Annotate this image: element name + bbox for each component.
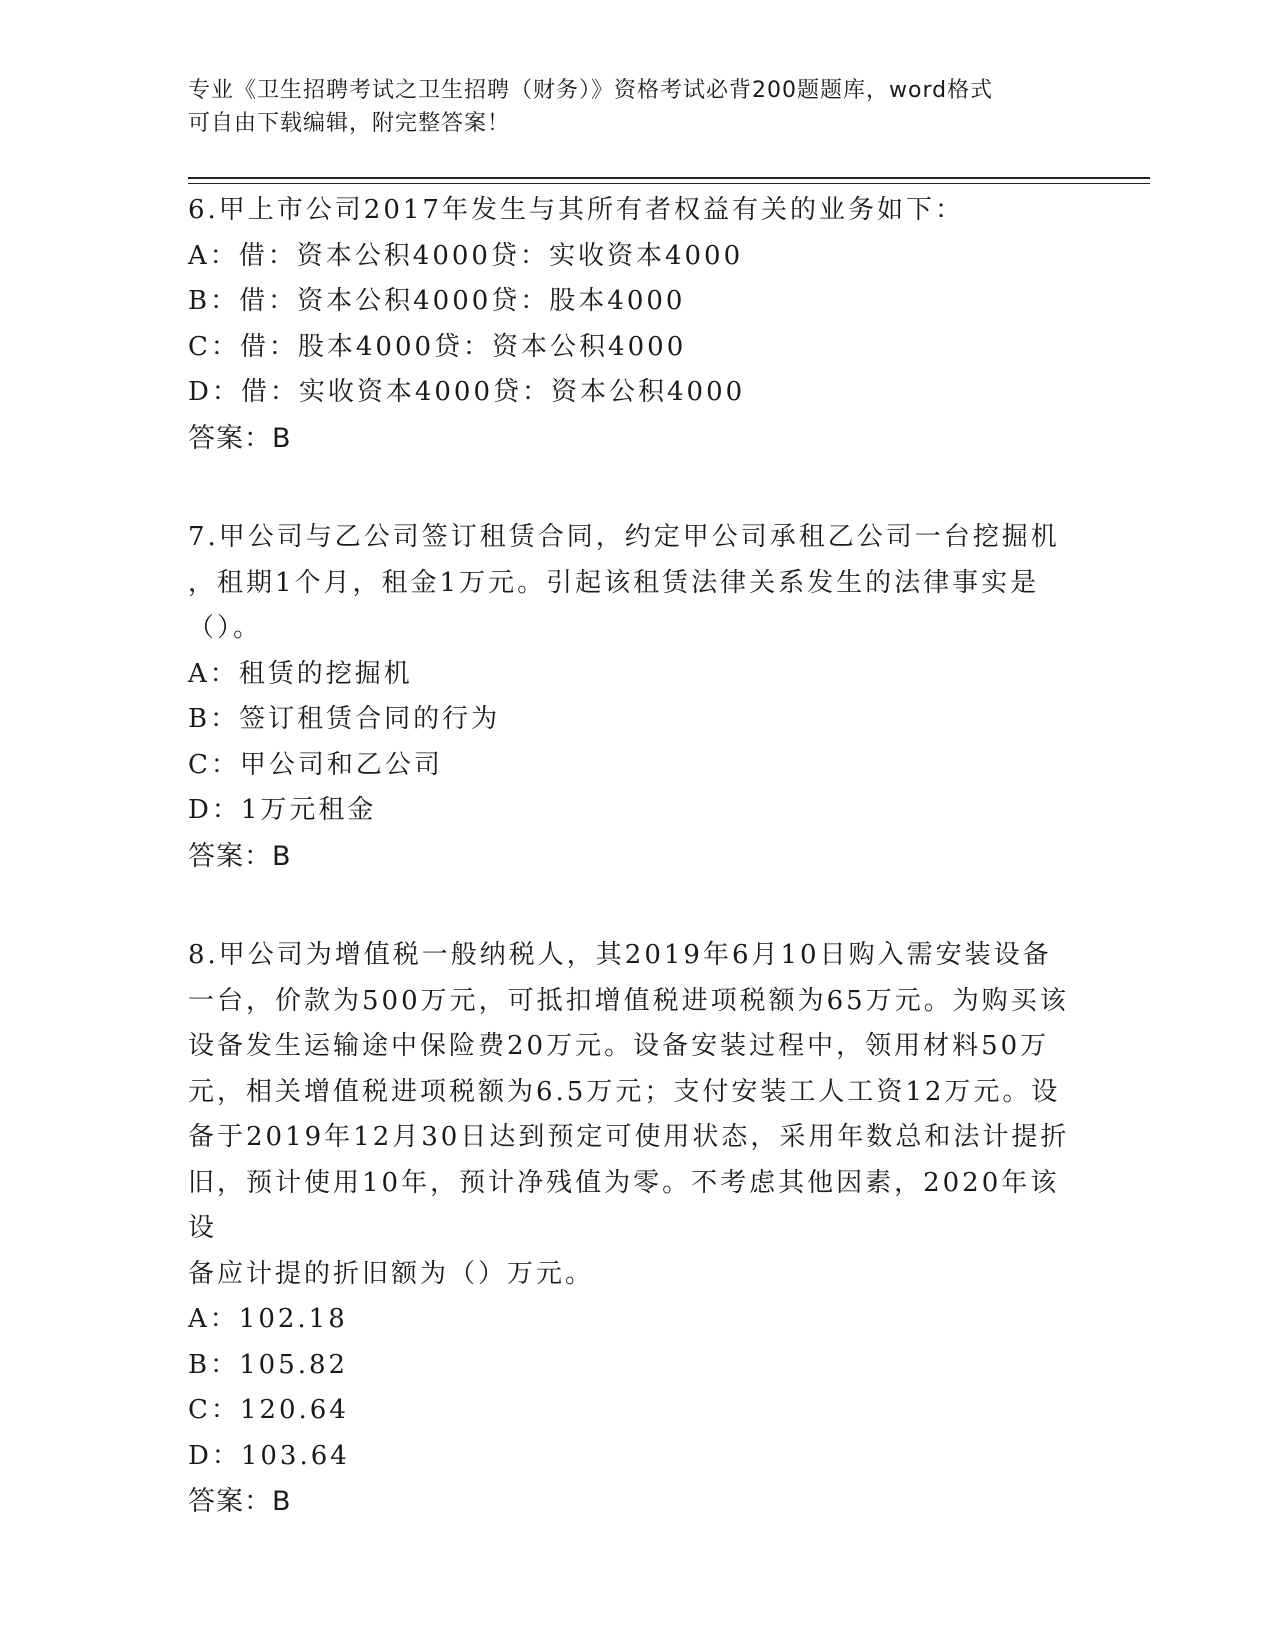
question-8-stem-line-1: 8.甲公司为增值税一般纳税人，其2019年6月10日购入需安装设备 xyxy=(188,940,1052,970)
question-6 xyxy=(188,188,1088,461)
question-8-option-a: A：102.18 xyxy=(188,1304,348,1334)
question-8-stem-line-3: 设备发生运输途中保险费20万元。设备安装过程中，领用材料50万 xyxy=(188,1031,1050,1061)
question-7-answer: 答案：B xyxy=(188,840,292,872)
question-6-stem: 6.甲上市公司2017年发生与其所有者权益有关的业务如下： xyxy=(188,195,964,225)
question-8-stem-line-6: 旧，预计使用10年，预计净残值为零。不考虑其他因素，2020年该设 xyxy=(188,1167,1060,1243)
question-7-option-c: C：甲公司和乙公司 xyxy=(188,749,443,780)
question-6-option-a: A：借：资本公积4000贷：实收资本4000 xyxy=(188,240,744,271)
question-6-option-d: D：借：实收资本4000贷：资本公积4000 xyxy=(188,377,746,407)
question-8-stem-line-7: 备应计提的折旧额为（）万元。 xyxy=(188,1258,595,1289)
question-8-option-d: D：103.64 xyxy=(188,1440,350,1471)
document-header xyxy=(188,74,1068,140)
question-7-option-b: B：签订租赁合同的行为 xyxy=(188,704,501,734)
question-list xyxy=(188,188,1088,1579)
question-8-option-c: C：120.64 xyxy=(188,1395,349,1425)
question-7-option-d: D：1万元租金 xyxy=(188,795,377,825)
question-7-stem-line-3: （）。 xyxy=(188,613,263,643)
question-8-stem-line-5: 备于2019年12月30日达到预定可使用状态，采用年数总和法计提折 xyxy=(188,1122,1070,1152)
question-7 xyxy=(188,515,1088,879)
question-7-option-a: A：租赁的挖掘机 xyxy=(188,658,413,689)
question-7-stem-line-2: ，租期1个月，租金1万元。引起该租赁法律关系发生的法律事实是 xyxy=(188,567,1040,598)
question-6-answer: 答案：B xyxy=(188,422,292,454)
question-8-stem-line-2: 一台，价款为500万元，可抵扣增值税进项税额为65万元。为购买该 xyxy=(188,985,1069,1016)
header-divider-thin xyxy=(188,183,1150,184)
question-6-option-b: B：借：资本公积4000贷：股本4000 xyxy=(188,286,686,316)
question-8-answer: 答案：B xyxy=(188,1486,292,1517)
question-6-option-c: C：借：股本4000贷：资本公积4000 xyxy=(188,331,687,362)
question-8-option-b: B：105.82 xyxy=(188,1349,349,1380)
question-8-stem-line-4: 元，相关增值税进项税额为6.5万元；支付安装工人工资12万元。设 xyxy=(188,1076,1061,1107)
header-line-1: 专业《卫生招聘考试之卫生招聘（财务）》资格考试必背200题题库，word格式 xyxy=(188,78,994,103)
question-8 xyxy=(188,933,1088,1525)
header-divider-thick xyxy=(188,177,1150,179)
question-7-stem-line-1: 7.甲公司与乙公司签订租赁合同，约定甲公司承租乙公司一台挖掘机 xyxy=(188,522,1060,552)
header-line-2: 可自由下载编辑，附完整答案！ xyxy=(188,111,511,136)
